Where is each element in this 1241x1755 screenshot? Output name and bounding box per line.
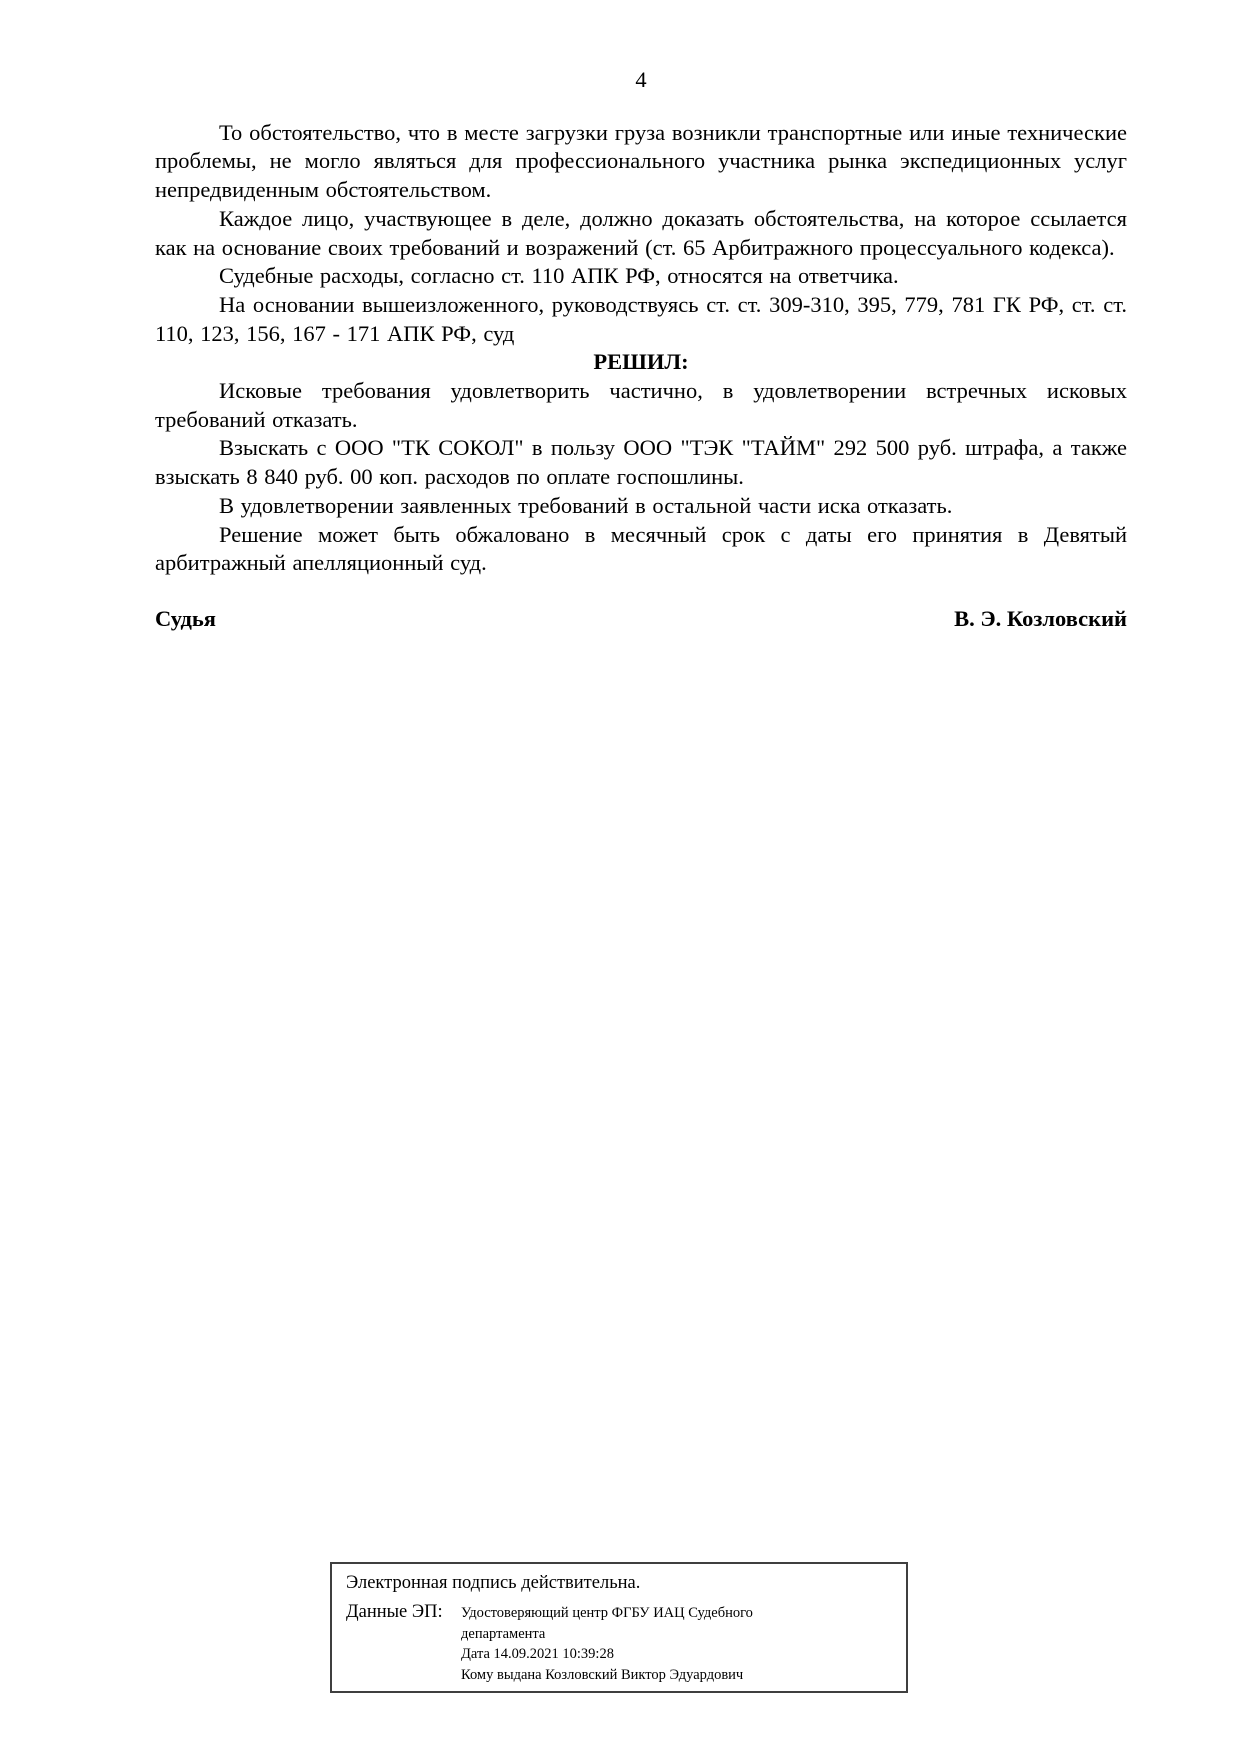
- stamp-validity-text: Электронная подпись действительна.: [346, 1573, 641, 1593]
- judge-label: Судья: [155, 605, 216, 631]
- paragraph-burden-of-proof: Каждое лицо, участвующее в деле, должно доказать обстоятельства, на которое ссылается как на основание своих требований и возражений (ст. 65 Арбитражного процессуального кодекса).: [155, 205, 1127, 260]
- document-content: [155, 66, 1127, 634]
- stamp-detail-line: Кому выдана Козловский Виктор Эдуардович: [461, 1666, 744, 1683]
- stamp-details: [461, 1600, 783, 1685]
- paragraph-circumstance: То обстоятельство, что в месте загрузки груза возникли транспортные или иные технические проблемы, не могло являться для профессионального участника рынка экспедиционных услуг непредвиденным обстоятельством.: [155, 119, 1127, 203]
- paragraph-claims-partially-satisfied: Исковые требования удовлетворить частично, в удовлетворении встречных исковых требований отказать.: [155, 378, 1127, 432]
- e-signature-stamp: [330, 1562, 908, 1693]
- signature-row: [155, 605, 1127, 634]
- stamp-detail-line: Удостоверяющий центр ФГБУ ИАЦ Судебного департамента: [461, 1605, 753, 1642]
- resolution-heading: РЕШИЛ:: [593, 349, 689, 375]
- paragraph-appeal-right: Решение может быть обжаловано в месячный срок с даты его принятия в Девятый арбитражный апелляционный суд.: [155, 521, 1127, 576]
- stamp-detail-line: Дата 14.09.2021 10:39:28: [461, 1646, 614, 1662]
- stamp-data-label: Данные ЭП:: [346, 1602, 443, 1622]
- judge-name: В. Э. Козловский: [954, 605, 1127, 631]
- page-number: 4: [635, 67, 647, 92]
- paragraph-court-costs: Судебные расходы, согласно ст. 110 АПК РФ, относятся на ответчика.: [219, 263, 899, 289]
- paragraph-penalty-award: Взыскать с ООО "ТК СОКОЛ" в пользу ООО "ТЭК "ТАЙМ" 292 500 руб. штрафа, а также взыскать 8 840 руб. 00 коп. расходов по оплате госпошлины.: [155, 435, 1127, 490]
- paragraph-remaining-claims-denied: В удовлетворении заявленных требований в остальной части иска отказать.: [219, 492, 953, 518]
- paragraph-legal-basis: На основании вышеизложенного, руководствуясь ст. ст. 309-310, 395, 779, 781 ГК РФ, ст. ст. 110, 123, 156, 167 - 171 АПК РФ, суд: [155, 291, 1127, 346]
- stamp-data-row: [346, 1600, 892, 1685]
